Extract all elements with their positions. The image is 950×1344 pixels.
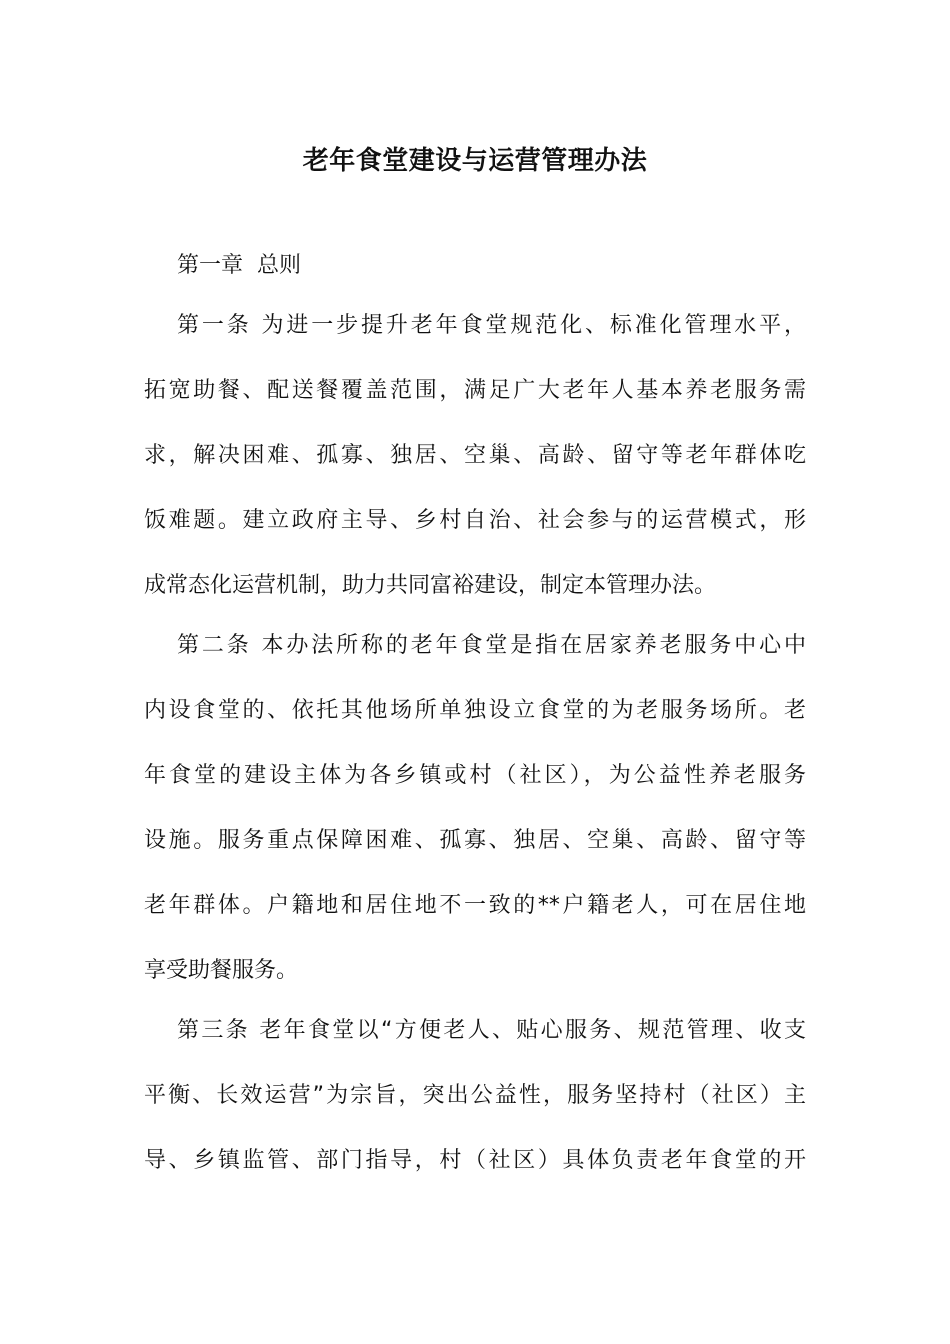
paragraph-line: 享受助餐服务。 bbox=[144, 958, 299, 983]
article-1-paragraph bbox=[144, 306, 806, 626]
paragraph-line: 导、乡镇监管、部门指导，村（社区）具体负责老年食堂的开 bbox=[144, 1148, 806, 1173]
paragraph-line: 年食堂的建设主体为各乡镇或村（社区），为公益性养老服务 bbox=[144, 763, 806, 788]
document-body bbox=[144, 246, 806, 1206]
paragraph-line: 老年群体。户籍地和居住地不一致的**户籍老人，可在居住地 bbox=[144, 893, 806, 918]
chapter-heading: 第一章 总则 bbox=[177, 253, 301, 278]
paragraph-line: 成常态化运营机制，助力共同富裕建设，制定本管理办法。 bbox=[144, 573, 717, 598]
paragraph-line: 第三条 老年食堂以“方便老人、贴心服务、规范管理、收支 bbox=[177, 1018, 806, 1043]
paragraph-line: 平衡、长效运营”为宗旨，突出公益性，服务坚持村（社区）主 bbox=[144, 1083, 806, 1108]
paragraph-line: 拓宽助餐、配送餐覆盖范围，满足广大老年人基本养老服务需 bbox=[144, 378, 806, 403]
article-3-paragraph bbox=[144, 1011, 806, 1206]
article-2-paragraph bbox=[144, 626, 806, 1011]
paragraph-line: 第一条 为进一步提升老年食堂规范化、标准化管理水平， bbox=[177, 313, 806, 338]
paragraph-line: 内设食堂的、依托其他场所单独设立食堂的为老服务场所。老 bbox=[144, 698, 806, 723]
paragraph-line: 求，解决困难、孤寡、独居、空巢、高龄、留守等老年群体吃 bbox=[144, 443, 806, 468]
paragraph-line: 第二条 本办法所称的老年食堂是指在居家养老服务中心中 bbox=[177, 633, 806, 658]
paragraph-line: 饭难题。建立政府主导、乡村自治、社会参与的运营模式，形 bbox=[144, 508, 806, 533]
document-title: 老年食堂建设与运营管理办法 bbox=[302, 146, 648, 176]
paragraph-line: 设施。服务重点保障困难、孤寡、独居、空巢、高龄、留守等 bbox=[144, 828, 806, 853]
